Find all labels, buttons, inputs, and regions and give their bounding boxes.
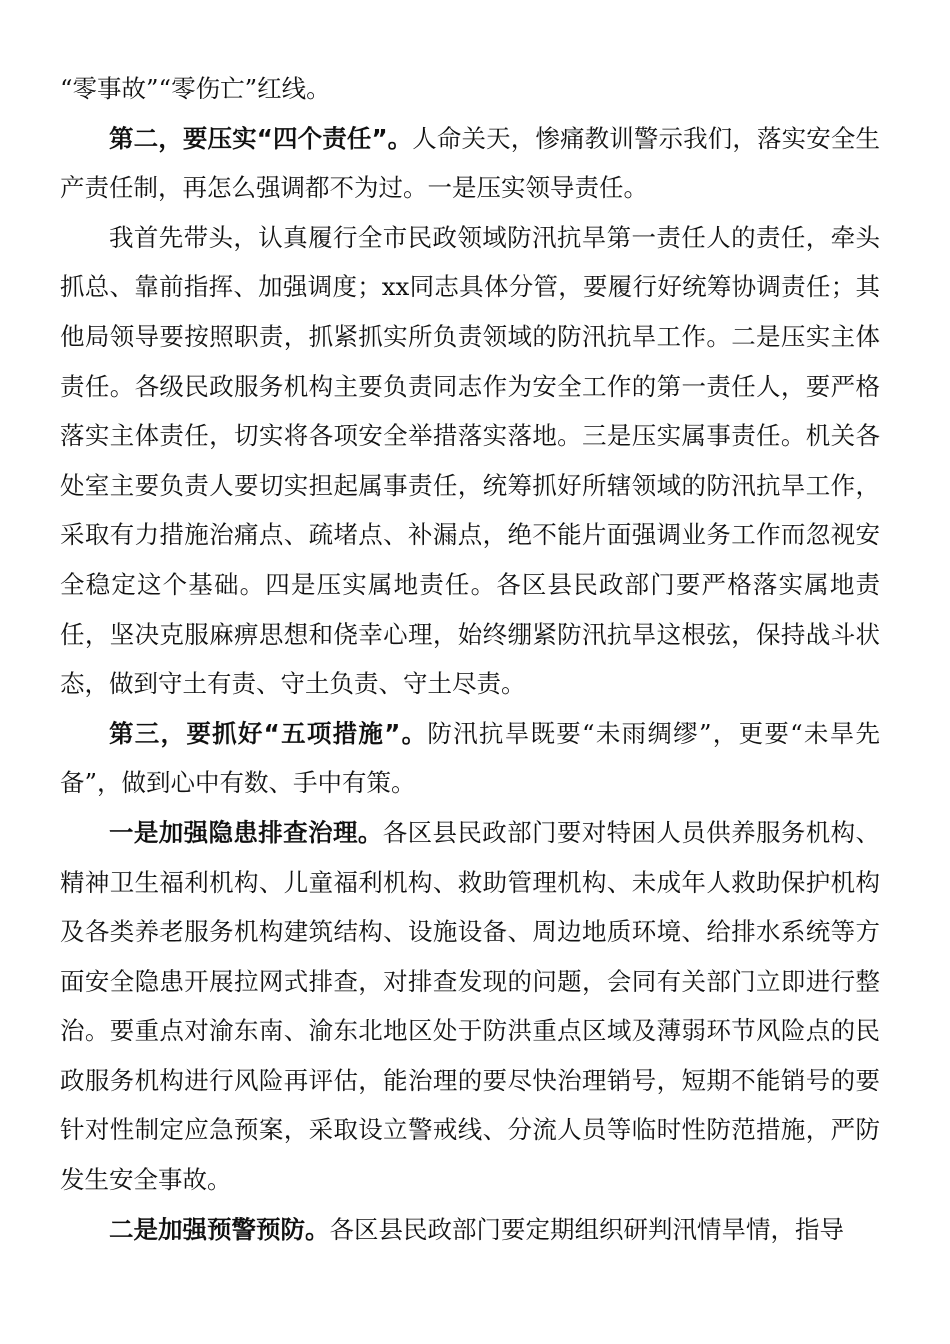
paragraph-4-lead: 第三，要抓好“五项措施”。 [109, 718, 428, 748]
paragraph-4-text: 防汛抗旱既要“未雨绸缪”，更要“未旱先备”，做到心中有数、手中有策。 [60, 718, 880, 798]
paragraph-6 [60, 1205, 880, 1255]
paragraph-6-lead: 二是加强预警预防。 [109, 1214, 330, 1244]
document-page [60, 64, 880, 1254]
paragraph-2-text: 人命关天，惨痛教训警示我们，落实安全生产责任制，再怎么强调都不为过。一是压实领导责任。 [60, 123, 880, 203]
paragraph-2 [60, 114, 880, 213]
paragraph-4 [60, 709, 880, 808]
paragraph-3-text: 我首先带头，认真履行全市民政领域防汛抗旱第一责任人的责任，牵头抓总、靠前指挥、加强调度；xx同志具体分管，要履行好统筹协调责任；其他局领导要按照职责，抓紧抓实所负责领域的防汛抗旱工作。二是压实主体责任。各级民政服务机构主要负责同志作为安全工作的第一责任人，要严格落实主体责任，切实将各项安全举措落实落地。三是压实属事责任。机关各处室主要负责人要切实担起属事责任，统筹抓好所辖领域的防汛抗旱工作，采取有力措施治痛点、疏堵点、补漏点，绝不能片面强调业务工作而忽视安全稳定这个基础。四是压实属地责任。各区县民政部门要严格落实属地责任，坚决克服麻痹思想和侥幸心理，始终绷紧防汛抗旱这根弦，保持战斗状态，做到守土有责、守土负责、守土尽责。 [60, 222, 880, 699]
paragraph-5-text: 各区县民政部门要对特困人员供养服务机构、精神卫生福利机构、儿童福利机构、救助管理机构、未成年人救助保护机构及各类养老服务机构建筑结构、设施设备、周边地质环境、给排水系统等方面安全隐患开展拉网式排查，对排查发现的问题，会同有关部门立即进行整治。要重点对渝东南、渝东北地区处于防洪重点区域及薄弱环节风险点的民政服务机构进行风险再评估，能治理的要尽快治理销号，短期不能销号的要针对性制定应急预案，采取设立警戒线、分流人员等临时性防范措施，严防发生安全事故。 [60, 817, 880, 1195]
paragraph-5-lead: 一是加强隐患排查治理。 [109, 817, 383, 847]
paragraph-3 [60, 213, 880, 709]
paragraph-1 [60, 64, 880, 114]
paragraph-6-text: 各区县民政部门要定期组织研判汛情旱情，指导 [329, 1214, 844, 1244]
paragraph-1-text: “零事故”“零伤亡”红线。 [60, 74, 331, 103]
paragraph-5 [60, 808, 880, 1205]
paragraph-2-lead: 第二，要压实“四个责任”。 [109, 123, 413, 153]
